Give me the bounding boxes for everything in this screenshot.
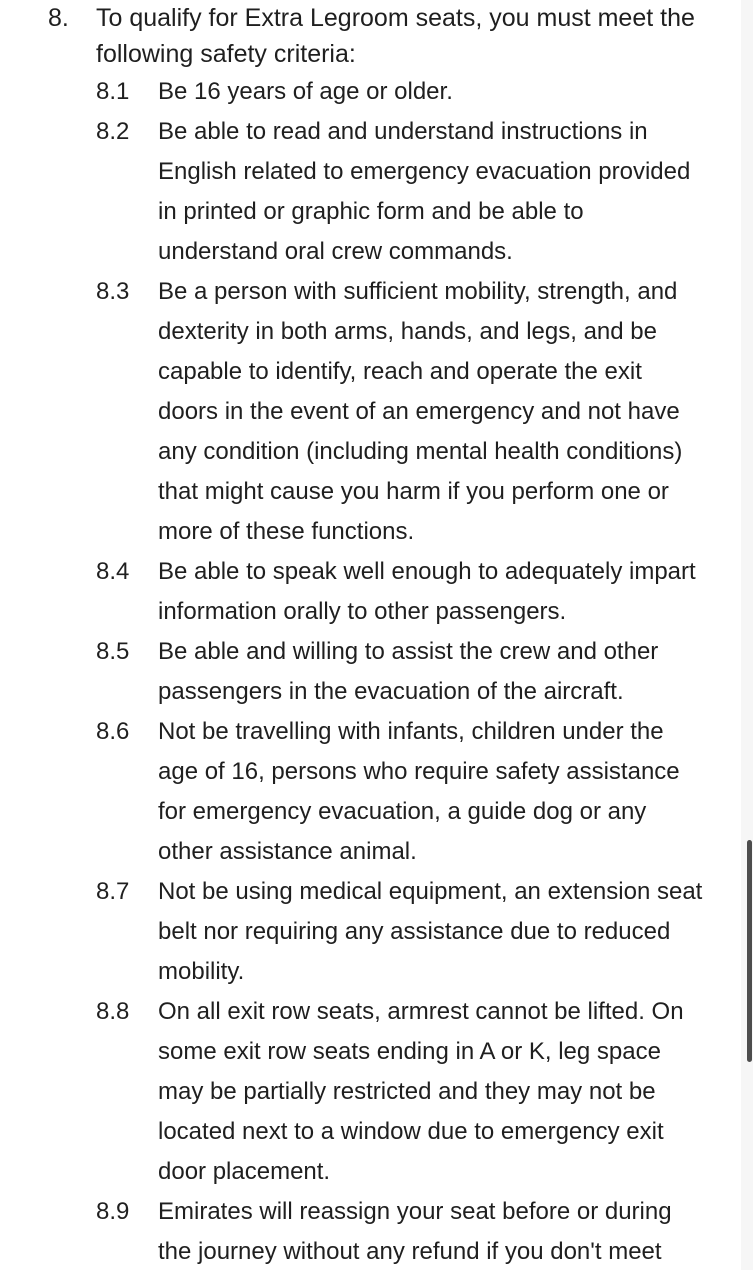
criteria-text: Emirates will reassign your seat before or during the journey without any refund if you don't meet [158,1198,672,1265]
criteria-text: Be a person with sufficient mobility, strength, and dexterity in both arms, hands, and legs, and be capable to identify, reach and operate the exit doors in the event of an emergency and not have any condition (including mental health conditions) that might cause you harm if you perform one or more of these functions. [158,278,683,545]
criteria-item [0,632,753,712]
criteria-number: 8.5 [96,638,130,665]
criteria-text: Not be using medical equipment, an extension seat belt nor requiring any assistance due to reduced mobility. [158,878,703,985]
criteria-number: 8.7 [96,878,130,905]
criteria-number: 8.9 [96,1198,130,1225]
criteria-text: Be able and willing to assist the crew and other passengers in the evacuation of the aircraft. [158,638,659,705]
criteria-number: 8.1 [96,78,130,105]
criteria-item [0,872,753,992]
criteria-number: 8.3 [96,278,130,305]
criteria-text: Not be travelling with infants, children under the age of 16, persons who require safety assistance for emergency evacuation, a guide dog or any other assistance animal. [158,718,680,865]
criteria-number: 8.2 [96,118,130,145]
criteria-item [0,72,753,112]
criteria-text: Be 16 years of age or older. [158,78,453,105]
criteria-number: 8.6 [96,718,130,745]
criteria-text: Be able to speak well enough to adequately impart information orally to other passengers. [158,558,696,625]
criteria-list [0,72,753,1270]
criteria-text: Be able to read and understand instructions in English related to emergency evacuation provided in printed or graphic form and be able to understand oral crew commands. [158,118,691,265]
section-number: 8. [48,4,69,32]
criteria-number: 8.4 [96,558,130,585]
criteria-item [0,272,753,552]
scrollbar[interactable] [741,0,753,1270]
criteria-item [0,712,753,872]
criteria-item [0,1192,753,1270]
criteria-item [0,112,753,272]
criteria-number: 8.8 [96,998,130,1025]
criteria-item [0,992,753,1192]
section-heading: To qualify for Extra Legroom seats, you must meet the following safety criteria: [96,4,695,68]
criteria-item [0,552,753,632]
criteria-text: On all exit row seats, armrest cannot be lifted. On some exit row seats ending in A or K, leg space may be partially restricted and they may not be located next to a window due to emergency exit door placement. [158,998,684,1185]
scrollbar-thumb[interactable] [747,840,752,1062]
